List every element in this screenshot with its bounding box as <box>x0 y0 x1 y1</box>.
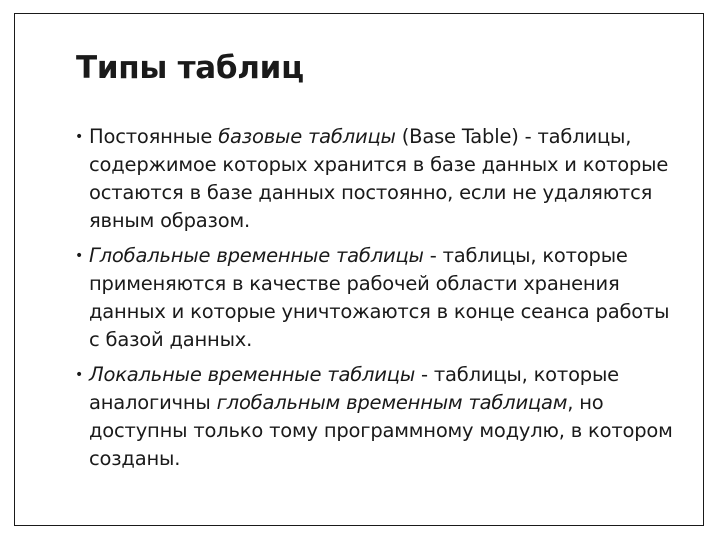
slide <box>14 13 704 526</box>
bullet-term: глобальным временным таблицам <box>216 391 568 414</box>
bullet-marker: • <box>75 367 84 383</box>
bullet-term: базовые таблицы <box>218 125 396 148</box>
bullet-item <box>73 123 673 235</box>
bullet-text-run: (Base Table) - таблицы, содержимое которых хранится в базе данных и которые остаются в базе данных постоянно, если не удаляются явным образом. <box>89 125 669 232</box>
bullet-text-run: Постоянные <box>89 125 219 148</box>
bullet-term: Локальные временные таблицы <box>89 363 416 386</box>
slide-title: Типы таблиц <box>76 50 304 86</box>
bullet-item <box>73 361 673 473</box>
bullet-text-run: - таблицы, которые аналогичны <box>89 363 619 414</box>
bullet-list <box>73 123 673 480</box>
bullet-marker: • <box>75 129 84 145</box>
bullet-text-run: - таблицы, которые применяются в качестве рабочей области хранения данных и которые уничтожаются в конце сеанса работы с базой данных. <box>89 244 670 351</box>
bullet-item <box>73 242 673 354</box>
bullet-marker: • <box>75 248 84 264</box>
bullet-text-run: , но доступны только тому программному модулю, в котором созданы. <box>89 391 673 470</box>
bullet-term: Глобальные временные таблицы <box>89 244 424 267</box>
